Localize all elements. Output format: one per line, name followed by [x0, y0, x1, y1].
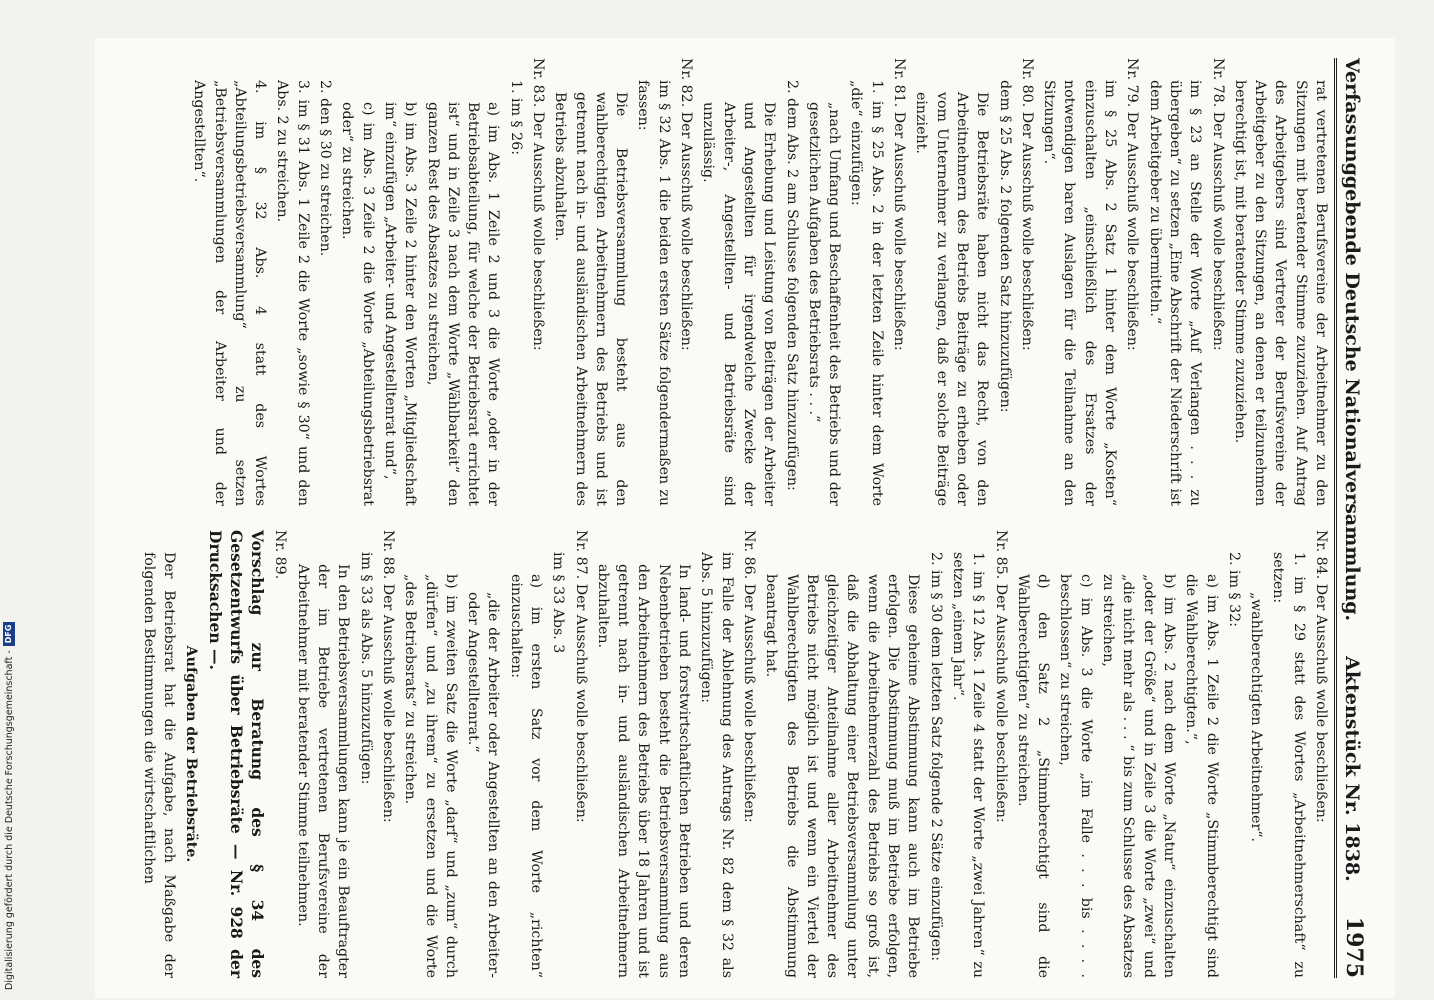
- paragraph: Der Betriebsrat hat die Aufgabe, nach Maßgabe der folgenden Bestimmungen die wirtschaftlichen: [140, 552, 177, 978]
- dfg-logo: DFG: [3, 622, 15, 647]
- running-title: Verfassunggebende Deutsche Nationalversammlung.: [1341, 58, 1363, 622]
- paragraph: im § 33 als Abs. 5 hinzuzufügen:: [357, 552, 374, 785]
- quoted-text: „nach Umfang und Beschaffenheit des Betriebs und der gesetzlichen Aufgaben des Betriebsrats . . .“: [805, 102, 843, 506]
- section-title: Vorschlag zur Beratung des § 34 des Gesetzentwurfs über Betriebsräte — Nr. 928 der Drucksachen —.: [206, 530, 268, 978]
- list-item: 2. im § 30 dem letzten Satz folgende 2 Sätze einzufügen:: [927, 552, 944, 962]
- list-item: a) im Abs. 1 Zeile 2 und 3 die Worte „oder in der Betriebsabteilung, für welche der Betriebsrat errichtet ist“ und in Zeile 3 nach dem Worte „Wählbarkeit“ den ganzen Rest des Absatzes zu streichen,: [424, 102, 502, 506]
- list-item: a) im ersten Satz vor dem Worte „richten“ einzuschalten:: [507, 574, 545, 978]
- list-item: 1. im § 26:: [507, 80, 524, 155]
- motion-heading: Nr. 82. Der Ausschuß wolle beschließen:: [678, 58, 695, 351]
- motion-heading: Nr. 80. Der Ausschuß wolle beschließen:: [1018, 58, 1035, 351]
- paragraph: im § 32 Abs. 1 die beiden ersten Sätze folgendermaßen zu fassen:: [635, 80, 672, 506]
- quoted-text: Die Betriebsräte haben nicht das Recht, von den Arbeitnehmern des Betriebs Beiträge zu erheben oder vom Unternehmer zu verlangen, daß er solche Beiträge einzieht.: [913, 92, 991, 506]
- motion-heading: Nr. 89.: [272, 530, 289, 580]
- list-item: 2. dem Abs. 2 am Schlusse folgenden Satz hinzuzufügen:: [783, 80, 800, 491]
- list-item: c) im Abs. 3 Zeile 2 die Worte „Abteilungsbetriebsrat oder“ zu streichen.: [339, 102, 376, 506]
- paragraph: im § 23 an Stelle der Worte „Auf Verlangen . . . zu übergeben“ zu setzen „Eine Abschrift der Niederschrift ist dem Arbeitgeber zu übermitteln.“: [1146, 80, 1204, 506]
- digitization-credit: [2, 590, 16, 990]
- paragraph: im § 25 Abs. 2 Satz 1 hinter dem Worte „Kosten“ einzuschalten „einschließlich des Ersatzes der notwendigen baren Auslagen für die Teilnahme an den Sitzungen“.: [1041, 80, 1119, 506]
- motion-heading: Nr. 84. Der Ausschuß wolle beschließen:: [1313, 530, 1329, 823]
- list-item: 3. im § 31 Abs. 1 Zeile 2 die Worte „sowie § 30“ und den Abs. 2 zu streichen.: [274, 80, 311, 506]
- list-item: b) im zweiten Satz die Worte „darf“ und „zum“ durch „dürfen“ und „zu ihrem“ zu ersetzen und die Worte „des Betriebsrats“ zu streichen.: [402, 574, 459, 978]
- quoted-text: In den Betriebsversammlungen kann je ein Beauftragter der im Betriebe vertretenen Berufsvereine der Arbeitnehmer mit beratender Stimme teilnehmen.: [294, 564, 352, 978]
- document-page: [95, 38, 1395, 998]
- document-number: Aktenstück Nr. 1838.: [1341, 656, 1363, 882]
- list-item: 1. im § 29 statt des Wortes „Arbeitnehmerschaft“ zu setzen:: [1270, 552, 1307, 978]
- motion-heading: Nr. 78. Der Ausschuß wolle beschließen:: [1209, 58, 1226, 351]
- list-item: 2. im § 32:: [1225, 552, 1242, 627]
- paragraph: im Falle der Ablehnung des Antrags Nr. 82 dem § 32 als Abs. 5 hinzuzufügen:: [698, 552, 735, 978]
- right-column: [136, 530, 1331, 978]
- motion-heading: Nr. 87. Der Ausschuß wolle beschließen:: [572, 530, 589, 823]
- motion-heading: Nr. 85. Der Ausschuß wolle beschließen:: [992, 530, 1009, 823]
- motion-heading: Nr. 83. Der Ausschuß wolle beschließen:: [530, 58, 547, 351]
- list-item: 1. im § 25 Abs. 2 in der letzten Zeile hinter dem Worte „die“ einzufügen:: [848, 80, 885, 506]
- motion-heading: Nr. 81. Der Ausschuß wolle beschließen:: [891, 58, 908, 351]
- paragraph: dem § 25 Abs. 2 folgenden Satz hinzuzufügen:: [996, 80, 1013, 413]
- motion-heading: Nr. 88. Der Ausschuß wolle beschließen:: [379, 530, 396, 823]
- quoted-text: Die Betriebsversammlung besteht aus den wahlberechtigten Arbeitnehmern des Betriebs und ist getrennt nach in- und ausländischen Arbeitnehmern des Betriebs abzuhalten.: [552, 92, 630, 506]
- list-item: b) im Abs. 2 nach dem Worte „Natur“ einzuschalten „oder der Größe“ und in Zeile 3 die Worte „zwei“ und „die nicht mehr als . . . “ bis zum Schlusse des Absatzes zu streichen,: [1100, 574, 1177, 978]
- list-item: b) im Abs. 3 Zeile 2 hinter den Worten „Mitgliedschaft im“ einzufügen „Arbeiter- und Angestelltenrat und“,: [381, 102, 419, 506]
- quoted-text: Die Erhebung und Leistung von Beiträgen der Arbeiter und Angestellten für irgendwelche Zwecke der Arbeiter-, Angestellten- und Betriebsräte sind unzulässig.: [700, 102, 778, 506]
- quoted-text: „die der Arbeiter oder Angestellten an den Arbeiter- oder Angestelltenrat.“: [465, 592, 502, 978]
- motion-heading: Nr. 79. Der Ausschuß wolle beschließen:: [1124, 58, 1141, 351]
- left-column: [187, 58, 1331, 506]
- motion-heading: Nr. 86. Der Ausschuß wolle beschließen:: [740, 530, 757, 823]
- list-item: 1. im § 12 Abs. 1 Zeile 4 statt der Worte „zwei Jahren“ zu setzen „einem Jahr“.: [949, 552, 987, 978]
- paragraph: rat vertretenen Berufsvereine der Arbeitnehmer zu den Sitzungen mit beratender Stimme zuzuziehen. Auf Antrag des Arbeitgebers sind Vertreter der Berufsvereine der Arbeitgeber zu den Sitzungen, an denen er teilzunehmen berechtigt ist, mit beratender Stimme zuzuziehen.: [1231, 80, 1329, 506]
- quoted-text: „wahlberechtigten Arbeitnehmer“.: [1248, 592, 1265, 842]
- list-item: c) im Abs. 3 die Worte „im Falle . . . bis . . . . beschlossen“ zu streichen,: [1057, 574, 1094, 978]
- list-item: 2. den § 30 zu streichen.: [317, 80, 334, 257]
- quoted-text: Diese geheime Abstimmung kann auch im Betriebe erfolgen. Die Abstimmung muß im Betriebe erfolgen, wenn die Arbeitnehmerzahl des Betriebs so groß ist, daß die Abhaltung einer Betriebsversammlung unter gleichzeitiger Anteilnahme aller Arbeitnehmer des Betriebs nicht möglich ist und wenn ein Viertel der Wahlberechtigten des Betriebs die Abstimmung beantragt hat.: [763, 574, 922, 978]
- page-header: [1334, 58, 1381, 978]
- page-number: 1975: [1341, 916, 1367, 978]
- quoted-text: In land- und forstwirtschaftlichen Betrieben und deren Nebenbetrieben besteht die Betriebsversammlung aus den Arbeitnehmern des Betriebs über 18 Jahren und ist getrennt nach in- und ausländischen Arbeitnehmern abzuhalten.: [594, 564, 693, 978]
- list-item: d) den Satz 2 „Stimmberechtigt sind die Wahlberechtigten“ zu streichen.: [1014, 574, 1052, 978]
- credit-text: Digitalisierung gefördert durch die Deutsche Forschungsgemeinschaft -: [3, 650, 15, 990]
- paragraph: im § 33 Abs. 3: [550, 552, 567, 654]
- subheading: Aufgaben der Betriebsräte.: [183, 645, 200, 863]
- list-item: 4. im § 32 Abs. 4 statt des Wortes „Abteilungsbetriebsversammlung“ zu setzen „Betriebsversammlungen der Arbeiter und der Angestellten“.: [191, 80, 269, 506]
- list-item: a) im Abs. 1 Zeile 2 die Worte „Stimmberechtigt sind die Wahlberechtigten.“,: [1183, 574, 1220, 978]
